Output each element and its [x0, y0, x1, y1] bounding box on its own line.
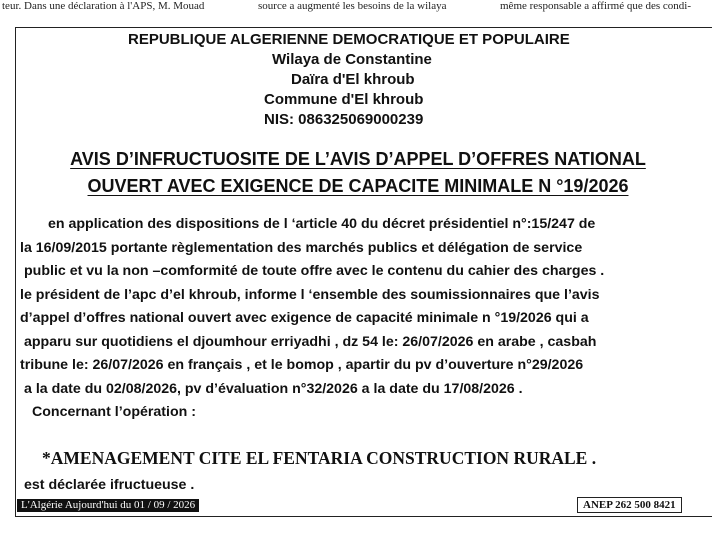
newspaper-top-strip — [0, 0, 716, 14]
top-strip-column-1: teur. Dans une déclaration à l'APS, M. Mouad — [2, 0, 205, 12]
anep-reference: ANEP 262 500 8421 — [577, 497, 682, 513]
notice-body — [20, 213, 705, 425]
notice-title-line-2: OUVERT AVEC EXIGENCE DE CAPACITE MINIMALE N °19/2026 — [87, 176, 629, 196]
top-strip-column-2: source a augmenté les besoins de la wilaya — [258, 0, 447, 12]
commune-line: Commune d'El khroub — [264, 91, 424, 108]
notice-title-line-1: AVIS D’INFRUCTUOSITE DE L’AVIS D’APPEL D’OFFRES NATIONAL — [70, 149, 646, 169]
republic-heading: REPUBLIQUE ALGERIENNE DEMOCRATIQUE ET POPULAIRE — [128, 31, 570, 48]
body-line-7: tribune le: 26/07/2026 en français , et le bomop , apartir du pv d’ouverture n°29/2026 — [20, 357, 584, 373]
top-strip-column-3: même responsable a affirmé que des condi- — [500, 0, 692, 12]
newspaper-source-tag: L'Algérie Aujourd'hui du 01 / 09 / 2026 — [17, 499, 199, 512]
body-line-1: en application des dispositions de l ‘article 40 du décret présidentiel n°:15/247 de — [48, 216, 596, 232]
notice-title — [0, 146, 716, 200]
body-line-3: public et vu la non –comformité de toute offre avec le contenu du cahier des charges . — [24, 263, 605, 279]
body-line-8: a la date du 02/08/2026, pv d’évaluation n°32/2026 a la date du 17/08/2026 . — [24, 380, 523, 397]
body-line-2: la 16/09/2015 portante règlementation des marchés publics et délégation de service — [20, 239, 583, 256]
declaration-line: est déclarée ifructueuse . — [24, 477, 195, 493]
body-line-9: Concernant l’opération : — [32, 404, 196, 420]
body-line-5: d’appel d’offres national ouvert avec exigence de capacité minimale n °19/2026 qui a — [20, 310, 589, 326]
nis-line: NIS: 086325069000239 — [264, 111, 424, 128]
body-line-4: le président de l’apc d’el khroub, informe l ‘ensemble des soumissionnaires que l’avis — [20, 286, 600, 303]
operation-name: *AMENAGEMENT CITE EL FENTARIA CONSTRUCTION RURALE . — [42, 448, 597, 468]
body-line-6: apparu sur quotidiens el djoumhour erriyadhi , dz 54 le: 26/07/2026 en arabe , casbah — [24, 333, 597, 350]
daira-line: Daïra d'El khroub — [291, 71, 415, 88]
wilaya-line: Wilaya de Constantine — [272, 51, 432, 68]
